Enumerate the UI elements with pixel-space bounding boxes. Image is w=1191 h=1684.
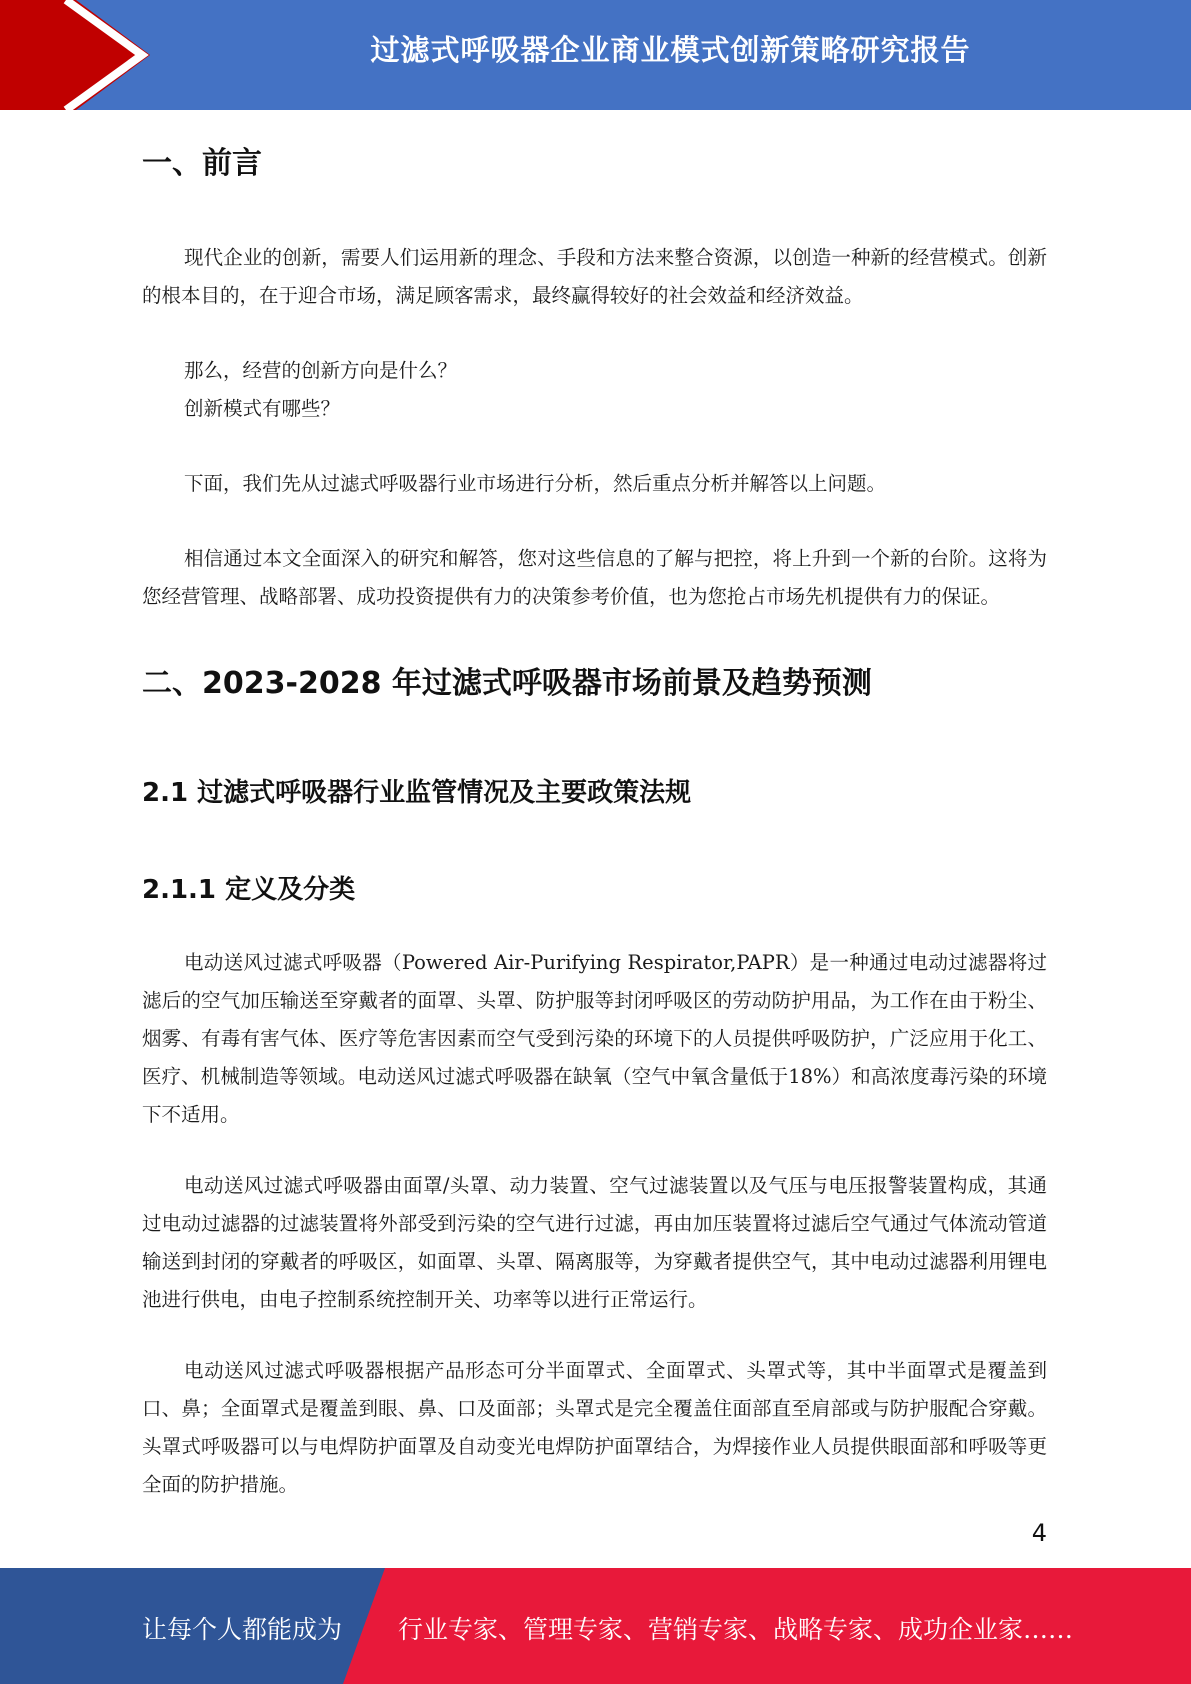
paragraph: 现代企业的创新，需要人们运用新的理念、手段和方法来整合资源，以创造一种新的经营模式。创新的根本目的，在于迎合市场，满足顾客需求，最终赢得较好的社会效益和经济效益。 xyxy=(142,246,1047,307)
report-title: 过滤式呼吸器企业商业模式创新策略研究报告 xyxy=(370,33,971,67)
question-line: 那么，经营的创新方向是什么？ xyxy=(184,359,458,382)
footer-slogan-right: 行业专家、管理专家、营销专家、战略专家、成功企业家…… xyxy=(398,1615,1074,1644)
paragraph: 相信通过本文全面深入的研究和解答，您对这些信息的了解与把控，将上升到一个新的台阶。这将为您经营管理、战略部署、成功投资提供有力的决策参考价值，也为您抢占市场先机提供有力的保证。 xyxy=(142,547,1047,608)
paragraph: 电动送风过滤式呼吸器由面罩/头罩、动力装置、空气过滤装置以及气压与电压报警装置构成，其通过电动过滤器的过滤装置将外部受到污染的空气进行过滤，再由加压装置将过滤后空气通过气体流动管道输送到封闭的穿戴者的呼吸区，如面罩、头罩、隔离服等，为穿戴者提供空气，其中电动过滤器利用锂电池进行供电，由电子控制系统控制开关、功率等以进行正常运行。 xyxy=(142,1174,1047,1311)
header-banner xyxy=(0,0,1191,110)
page-number: 4 xyxy=(1031,1519,1047,1547)
section-heading-preface: 一、前言 xyxy=(142,146,262,181)
paragraph: 电动送风过滤式呼吸器（Powered Air-Purifying Respirator,PAPR）是一种通过电动过滤器将过滤后的空气加压输送至穿戴者的面罩、头罩、防护服等封闭呼吸区的劳动防护用品，为工作在由于粉尘、烟雾、有毒有害气体、医疗等危害因素而空气受到污染的环境下的人员提供呼吸防护，广泛应用于化工、医疗、机械制造等领域。电动送风过滤式呼吸器在缺氧（空气中氧含量低于18%）和高浓度毒污染的环境下不适用。 xyxy=(142,951,1047,1126)
document-body xyxy=(142,138,1047,1504)
footer-banner xyxy=(0,1568,1191,1684)
chevron-arrow-icon xyxy=(0,0,160,110)
section-heading-market: 二、2023-2028 年过滤式呼吸器市场前景及趋势预测 xyxy=(142,666,872,701)
subsection-heading: 2.1.1 定义及分类 xyxy=(142,875,356,905)
question-line: 创新模式有哪些？ xyxy=(184,397,341,420)
paragraph: 下面，我们先从过滤式呼吸器行业市场进行分析，然后重点分析并解答以上问题。 xyxy=(184,472,887,495)
paragraph: 电动送风过滤式呼吸器根据产品形态可分半面罩式、全面罩式、头罩式等，其中半面罩式是覆盖到口、鼻；全面罩式是覆盖到眼、鼻、口及面部；头罩式是完全覆盖住面部直至肩部或与防护服配合穿戴。头罩式呼吸器可以与电焊防护面罩及自动变光电焊防护面罩结合，为焊接作业人员提供眼面部和呼吸等更全面的防护措施。 xyxy=(142,1359,1047,1496)
footer-slogan-left: 让每个人都能成为 xyxy=(142,1615,343,1644)
subsection-heading: 2.1 过滤式呼吸器行业监管情况及主要政策法规 xyxy=(142,778,692,808)
